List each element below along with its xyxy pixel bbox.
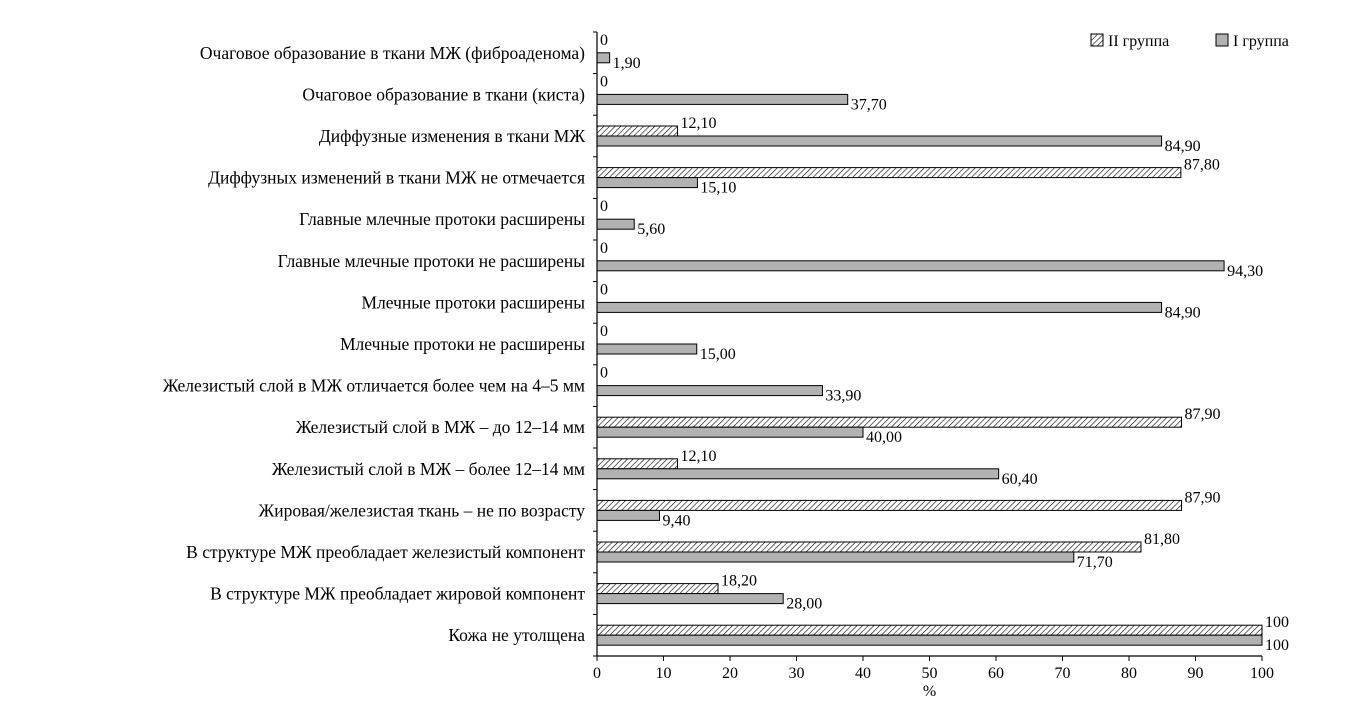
value-label-group-2: 0 — [600, 31, 608, 49]
category-label: Кожа не утолщена — [448, 625, 585, 646]
bars-layer — [597, 53, 1262, 645]
category-label: Очаговое образование в ткани (киста) — [302, 84, 585, 105]
value-label-group-2: 0 — [600, 198, 608, 216]
category-label: Железистый слой в МЖ отличается более чем на 4–5 мм — [162, 375, 585, 396]
value-label-group-1: 60,40 — [1001, 470, 1038, 488]
bar-group-1 — [597, 219, 634, 229]
value-label-group-1: 28,00 — [786, 595, 823, 613]
bar-group-2 — [597, 500, 1182, 510]
category-label: Млечные протоки не расширены — [339, 334, 585, 354]
value-label-group-1: 15,10 — [700, 179, 737, 197]
bar-group-2 — [597, 126, 677, 136]
category-label: Главные млечные протоки не расширены — [277, 250, 585, 271]
value-label-group-2: 87,90 — [1184, 489, 1221, 507]
bar-group-1 — [597, 53, 610, 63]
bar-group-2 — [597, 168, 1181, 178]
value-label-group-2: 18,20 — [721, 572, 758, 590]
x-tick-label: 0 — [593, 665, 601, 682]
bar-group-2 — [597, 625, 1262, 635]
bar-group-1 — [597, 302, 1162, 312]
value-label-group-2: 87,80 — [1183, 156, 1220, 174]
bar-group-1 — [597, 594, 783, 604]
category-label: Железистый слой в МЖ – более 12–14 мм — [271, 458, 585, 479]
value-label-group-2: 81,80 — [1143, 531, 1180, 548]
value-label-group-2: 12,10 — [680, 115, 717, 132]
bar-group-1 — [597, 136, 1162, 146]
legend-swatch-group-1 — [1216, 34, 1228, 46]
category-label: Главные млечные протоки расширены — [299, 209, 585, 230]
x-tick-label: 80 — [1121, 665, 1137, 682]
x-tick-label: 60 — [988, 665, 1004, 682]
bar-group-1 — [597, 94, 848, 104]
x-tick-label: 20 — [722, 665, 738, 682]
value-label-group-1: 40,00 — [866, 429, 902, 447]
bar-group-2 — [597, 584, 718, 594]
value-label-group-2: 0 — [600, 239, 608, 257]
bar-group-1 — [597, 344, 697, 354]
category-label: Млечные протоки расширены — [361, 292, 585, 313]
legend-label-group-1: I группа — [1233, 33, 1289, 50]
category-label: Железистый слой в МЖ – до 12–14 мм — [295, 417, 585, 438]
value-label-group-2: 87,90 — [1184, 406, 1221, 424]
value-label-group-1: 71,70 — [1076, 554, 1113, 571]
category-label: Диффузные изменения в ткани МЖ — [318, 126, 585, 146]
value-label-group-1: 84,90 — [1164, 138, 1201, 155]
bar-group-2 — [597, 459, 677, 469]
value-label-group-1: 1,90 — [612, 54, 641, 72]
bar-group-1 — [597, 427, 863, 437]
category-label: Жировая/железистая ткань – не по возрасту — [258, 500, 585, 521]
bar-group-1 — [597, 178, 697, 188]
x-tick-label: 10 — [655, 665, 672, 682]
bar-group-1 — [597, 261, 1224, 271]
bar-group-2 — [597, 417, 1182, 427]
x-tick-label: 40 — [855, 665, 871, 682]
value-label-group-2: 0 — [600, 281, 608, 299]
x-axis-title: % — [922, 683, 937, 700]
value-label-group-1: 15,00 — [699, 346, 736, 363]
bar-group-2 — [597, 542, 1141, 552]
category-label: В структуре МЖ преобладает жировой компонент — [210, 583, 585, 604]
x-tick-label: 70 — [1054, 665, 1071, 682]
value-label-group-1: 5,60 — [637, 221, 666, 239]
bar-group-1 — [597, 635, 1262, 645]
value-label-group-1: 100 — [1265, 637, 1289, 655]
value-label-group-1: 37,70 — [850, 96, 887, 114]
bar-group-1 — [597, 386, 822, 396]
category-label: Очаговое образование в ткани МЖ (фиброаденома) — [199, 42, 585, 63]
bar-group-1 — [597, 510, 660, 520]
category-label: Диффузных изменений в ткани МЖ не отмечается — [208, 167, 585, 188]
x-tick-label: 30 — [788, 665, 805, 682]
legend-swatch-group-2 — [1091, 34, 1103, 46]
legend — [1091, 33, 1289, 50]
x-tick-label: 90 — [1187, 665, 1204, 682]
value-label-group-1: 84,90 — [1164, 304, 1201, 322]
value-label-group-2: 0 — [600, 364, 608, 382]
category-label: В структуре МЖ преобладает железистый компонент — [186, 542, 585, 562]
value-label-group-1: 9,40 — [662, 512, 691, 530]
value-label-group-2: 12,10 — [680, 447, 717, 465]
bar-group-1 — [597, 552, 1074, 562]
value-label-group-2: 0 — [600, 323, 608, 340]
value-label-group-2: 0 — [600, 73, 608, 91]
value-label-group-1: 94,30 — [1227, 262, 1264, 280]
legend-label-group-2: II группа — [1108, 33, 1170, 50]
bar-group-1 — [597, 469, 999, 479]
x-tick-label: 100 — [1250, 665, 1274, 682]
x-tick-label: 50 — [921, 665, 938, 682]
value-label-group-1: 33,90 — [825, 387, 862, 405]
value-label-group-2: 100 — [1265, 614, 1289, 632]
